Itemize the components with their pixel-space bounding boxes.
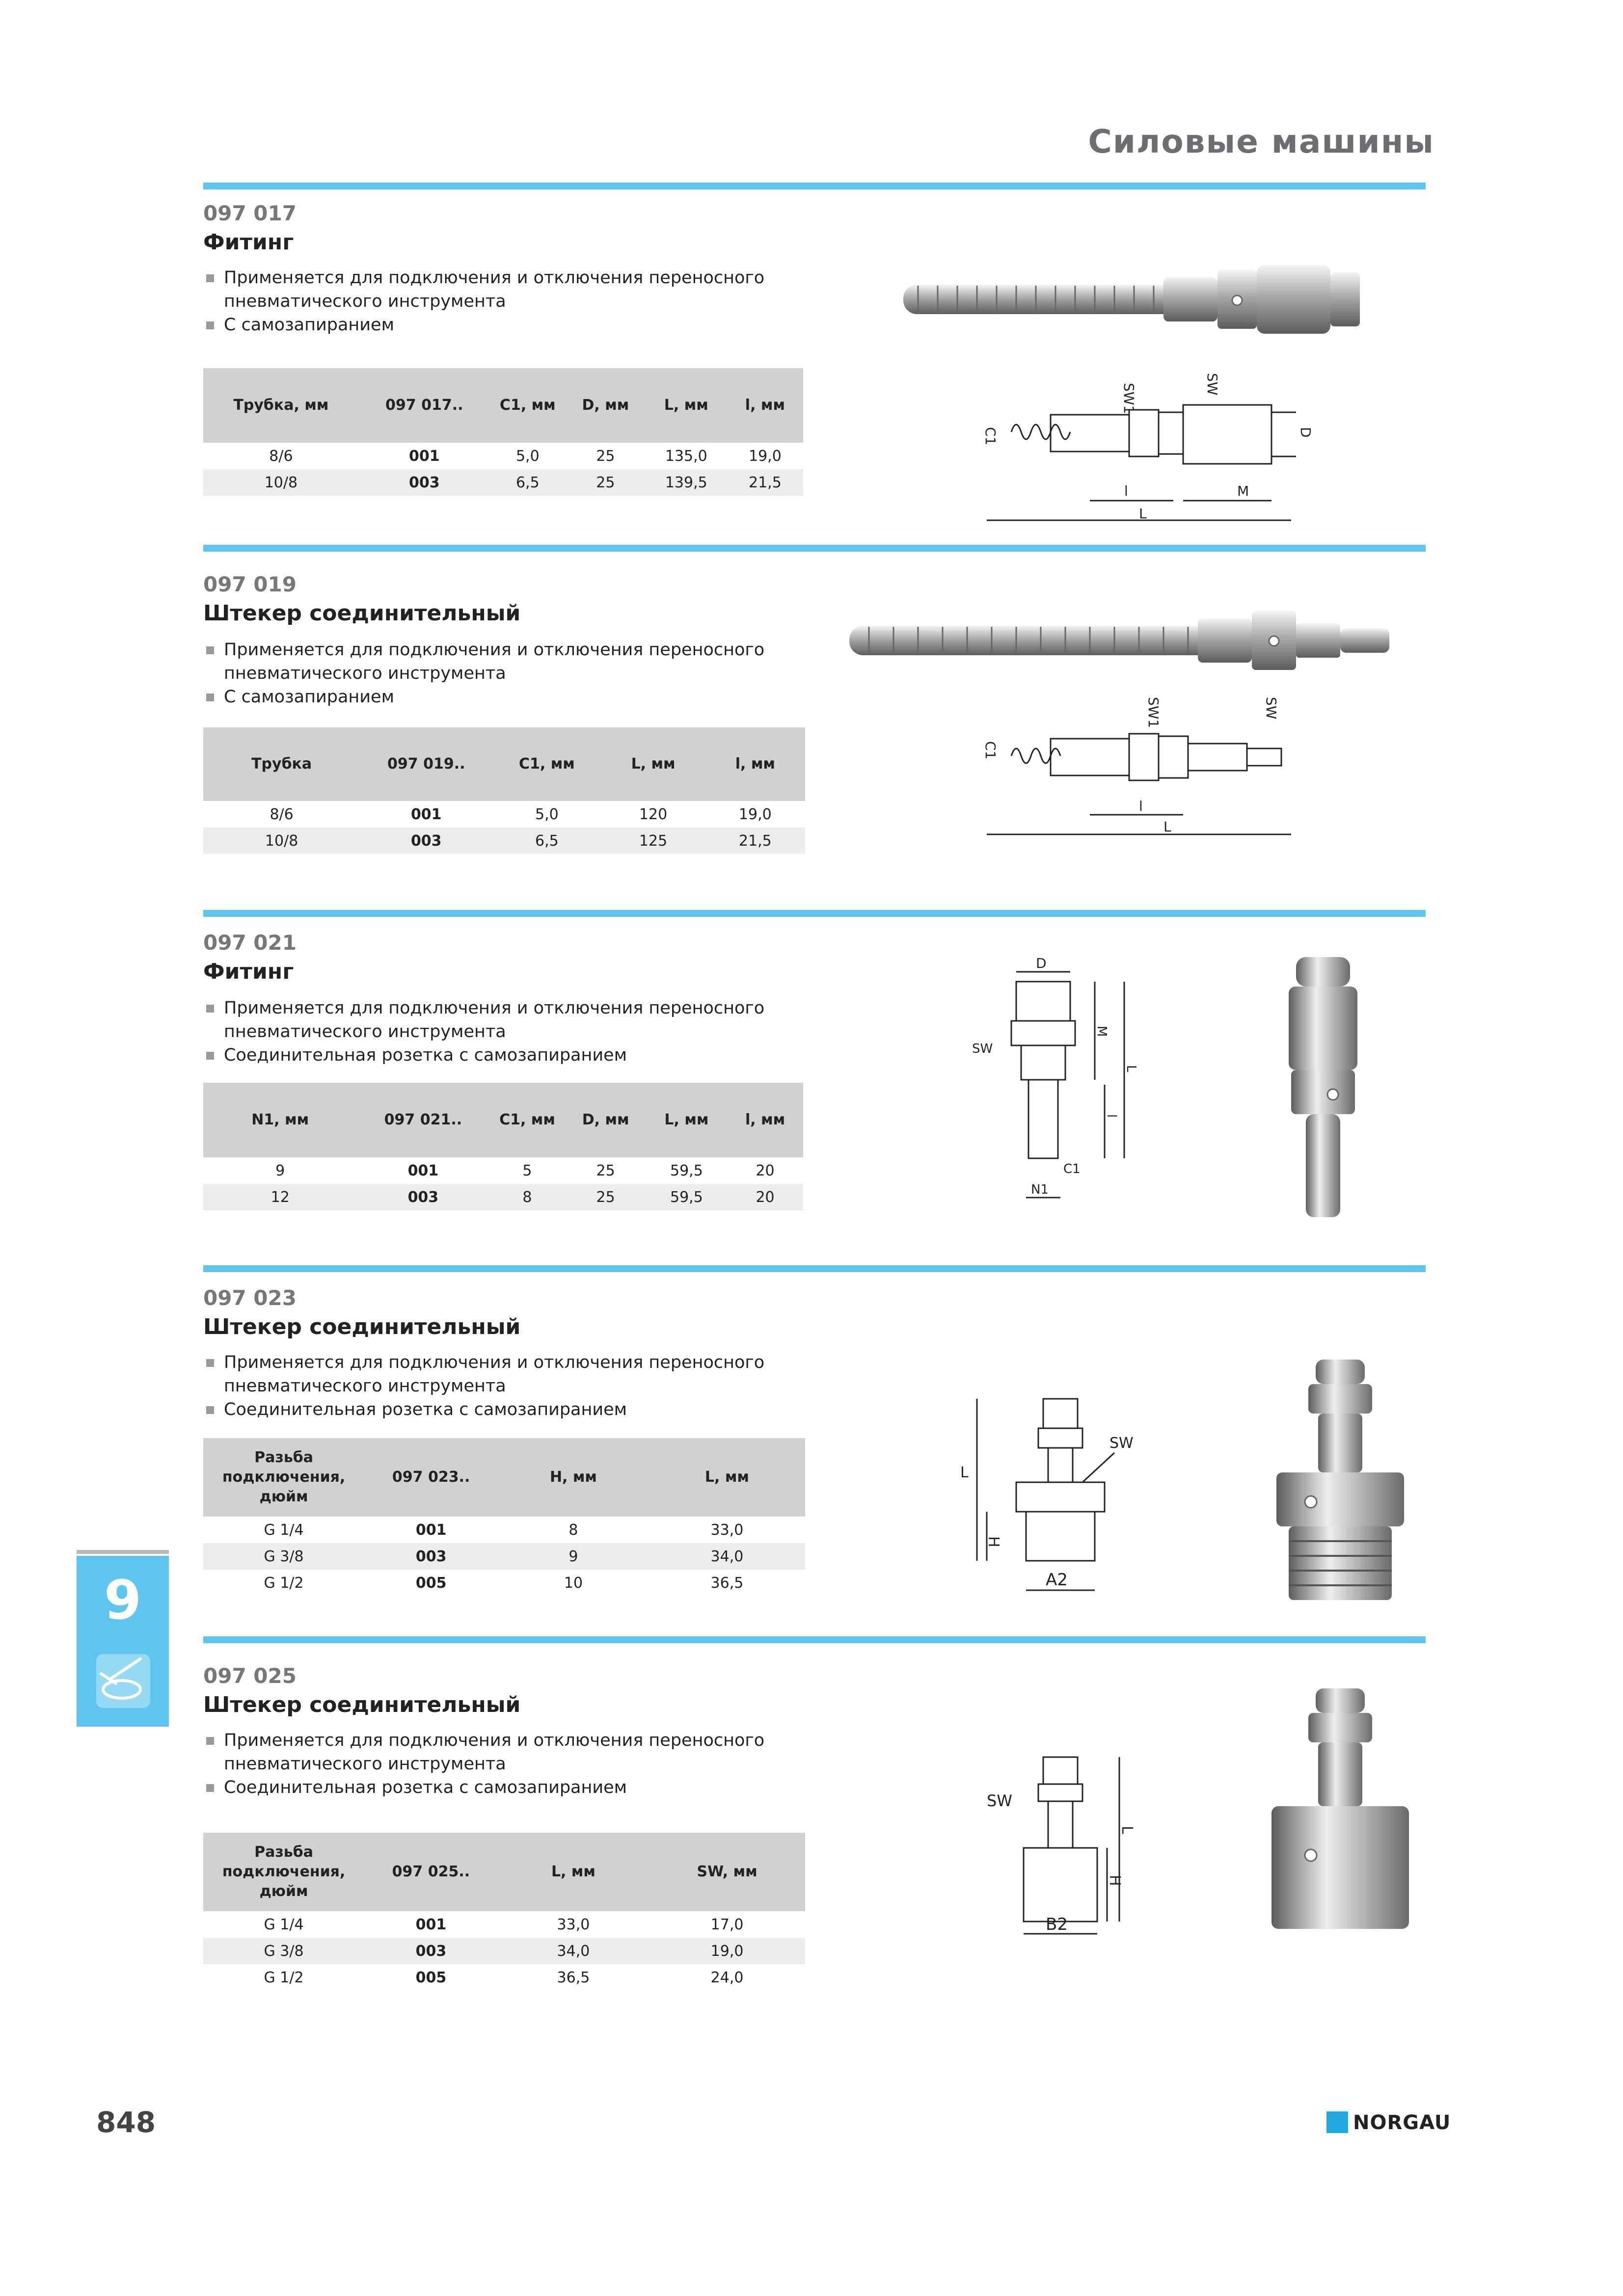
spec-table [203, 1438, 805, 1596]
table-header: 097 023.. [364, 1438, 498, 1517]
feature-item: Соединительная розетка с самозапиранием [203, 1398, 822, 1421]
table-row [203, 828, 805, 854]
feature-item: Применяется для подключения и отключения переносного пневматического инструмента [203, 1351, 822, 1398]
dimension-label: L [960, 1464, 969, 1481]
dimension-label: H [1106, 1875, 1123, 1886]
feature-list [203, 996, 822, 1067]
table-header: L, мм [646, 1083, 727, 1157]
table-cell: 005 [415, 1969, 447, 1986]
table-cell: 6,5 [490, 469, 566, 496]
dimension-label: SW [1204, 373, 1220, 396]
table-header: N1, мм [203, 1083, 357, 1157]
product-code: 097 025 [203, 1664, 297, 1688]
dimension-label: SW [972, 1041, 993, 1056]
table-row [203, 1517, 805, 1543]
table-cell: 6,5 [492, 828, 601, 854]
dimension-label: L [1163, 819, 1171, 835]
table-header: 097 019.. [360, 727, 492, 801]
feature-list [203, 1729, 822, 1799]
spec-table [203, 1833, 805, 1991]
dimension-label: SW1 [1121, 383, 1137, 414]
table-cell: 21,5 [727, 469, 803, 496]
table-cell: 33,0 [710, 1521, 744, 1539]
table-cell: 25 [566, 1184, 646, 1210]
dimension-label: C1 [982, 741, 999, 760]
feature-list [203, 1351, 822, 1421]
chapter-tab-bar [77, 1550, 169, 1554]
product-photo [1262, 1355, 1419, 1610]
table-header: Трубка, мм [203, 368, 359, 443]
table-cell: 20 [756, 1162, 775, 1179]
table-cell: G 1/4 [264, 1916, 304, 1933]
feature-item: С самозапиранием [203, 685, 822, 709]
feature-item: Применяется для подключения и отключения переносного пневматического инструмента [203, 266, 822, 313]
table-cell: 21,5 [705, 828, 805, 854]
table-header: Разьба подключения, дюйм [203, 1438, 364, 1517]
table-header: l, мм [705, 727, 805, 801]
table-cell: 10/8 [203, 828, 360, 854]
section-divider [203, 1265, 1426, 1272]
table-cell: 34,0 [498, 1938, 649, 1964]
product-name: Штекер соединительный [203, 1692, 521, 1717]
table-cell: 33,0 [557, 1916, 590, 1933]
table-cell: 20 [727, 1184, 803, 1210]
table-header: L, мм [649, 1438, 805, 1517]
page-header-title: Силовые машины [1088, 123, 1434, 160]
product-code: 097 017 [203, 201, 297, 225]
dimension-label: L [1124, 1065, 1138, 1072]
table-header: l, мм [727, 368, 803, 443]
feature-item: С самозапиранием [203, 313, 822, 337]
spec-table [203, 1083, 803, 1210]
table-cell: 8/6 [269, 447, 293, 465]
technical-drawing [977, 1747, 1163, 1944]
table-cell: 17,0 [710, 1916, 744, 1933]
table-row [203, 469, 803, 496]
dimension-label: A2 [1046, 1570, 1068, 1590]
product-code: 097 019 [203, 572, 297, 596]
product-photo [1257, 1683, 1424, 1939]
table-row [203, 801, 805, 828]
feature-list [203, 638, 822, 709]
product-name: Штекер соединительный [203, 1314, 521, 1339]
feature-item: Применяется для подключения и отключения переносного пневматического инструмента [203, 996, 822, 1043]
table-cell: 001 [415, 1916, 447, 1933]
dimension-label: l [1104, 1114, 1119, 1118]
table-header: Трубка [203, 727, 360, 801]
table-cell: 003 [357, 1184, 489, 1210]
table-header: 097 021.. [357, 1083, 489, 1157]
table-header: C1, мм [492, 727, 601, 801]
table-cell: G 1/2 [264, 1969, 304, 1986]
table-row [203, 1570, 805, 1596]
product-name: Фитинг [203, 230, 294, 255]
feature-list [203, 266, 822, 337]
chapter-number: 9 [104, 1569, 142, 1631]
dimension-label: M [1237, 483, 1249, 499]
table-cell: 12 [203, 1184, 357, 1210]
table-cell: 125 [601, 828, 705, 854]
dimension-label: H [985, 1536, 1002, 1548]
table-cell: 8/6 [270, 805, 294, 823]
product-code: 097 021 [203, 931, 297, 955]
table-header: L, мм [646, 368, 727, 443]
product-photo [844, 604, 1399, 677]
table-cell: 9 [275, 1162, 285, 1179]
table-cell: 19,0 [649, 1938, 805, 1964]
dimension-label: C1 [1063, 1162, 1081, 1176]
dimension-label: SW [1109, 1435, 1134, 1452]
table-cell: 005 [415, 1574, 447, 1592]
table-header: C1, мм [490, 368, 566, 443]
table-cell: 003 [364, 1543, 498, 1570]
table-cell: G 1/2 [264, 1574, 304, 1592]
table-cell: G 3/8 [203, 1543, 364, 1570]
product-photo [1262, 952, 1380, 1227]
dimension-label: D [1298, 427, 1314, 438]
technical-drawing [967, 952, 1149, 1212]
technical-drawing [977, 358, 1314, 530]
table-cell: 25 [596, 1162, 615, 1179]
table-row [203, 1938, 805, 1964]
table-header: L, мм [498, 1833, 649, 1911]
table-cell: 001 [407, 1162, 439, 1179]
table-header: H, мм [498, 1438, 649, 1517]
dimension-label: l [1124, 483, 1128, 499]
table-row [203, 1157, 803, 1184]
product-code: 097 023 [203, 1286, 297, 1310]
table-row [203, 1964, 805, 1991]
table-header: L, мм [601, 727, 705, 801]
table-header: C1, мм [489, 1083, 565, 1157]
table-cell: 59,5 [646, 1184, 727, 1210]
table-cell: 9 [498, 1543, 649, 1570]
dimension-label: l [1139, 798, 1143, 814]
table-cell: 003 [364, 1938, 498, 1964]
table-header: SW, мм [649, 1833, 805, 1911]
dimension-label: B2 [1046, 1915, 1068, 1934]
technical-drawing [977, 692, 1311, 849]
table-cell: 139,5 [646, 469, 727, 496]
table-cell: 003 [359, 469, 490, 496]
table-cell: 10 [564, 1574, 583, 1592]
brand-logo-text: NORGAU [1353, 2111, 1451, 2134]
table-cell: 5 [522, 1162, 532, 1179]
table-cell: 003 [360, 828, 492, 854]
dimension-label: L [1139, 506, 1147, 522]
section-divider [203, 545, 1426, 552]
dimension-label: SW1 [1145, 697, 1162, 728]
table-header: l, мм [727, 1083, 803, 1157]
table-header: Разьба подключения, дюйм [203, 1833, 364, 1911]
table-cell: 24,0 [710, 1969, 744, 1986]
table-row [203, 443, 803, 469]
table-cell: 8 [489, 1184, 565, 1210]
dimension-label: M [1094, 1026, 1109, 1037]
feature-item: Соединительная розетка с самозапиранием [203, 1776, 822, 1799]
dimension-label: SW [987, 1791, 1012, 1810]
dimension-label: SW [1263, 697, 1279, 720]
table-cell: 59,5 [670, 1162, 703, 1179]
section-divider [203, 910, 1426, 917]
table-cell: 10/8 [203, 469, 359, 496]
table-cell: 120 [639, 805, 668, 823]
dimension-label: C1 [982, 427, 999, 446]
table-header: D, мм [566, 368, 646, 443]
table-cell: 001 [410, 805, 442, 823]
table-cell: 36,5 [557, 1969, 590, 1986]
table-row [203, 1911, 805, 1938]
dimension-label: L [1118, 1826, 1136, 1834]
table-cell: 8 [568, 1521, 578, 1539]
table-cell: 001 [408, 447, 440, 465]
table-cell: 5,0 [535, 805, 559, 823]
dimension-label: D [1036, 955, 1047, 971]
section-divider [203, 1636, 1426, 1643]
brand-logo-mark [1326, 2111, 1348, 2133]
table-cell: 25 [566, 469, 646, 496]
table-header: 097 025.. [364, 1833, 498, 1911]
table-cell: 001 [415, 1521, 447, 1539]
spec-table [203, 727, 805, 854]
spec-table [203, 368, 803, 496]
table-header: 097 017.. [359, 368, 490, 443]
table-cell: G 1/4 [264, 1521, 304, 1539]
page-number: 848 [96, 2106, 156, 2139]
product-name: Штекер соединительный [203, 601, 521, 626]
table-row [203, 1543, 805, 1570]
table-cell: 5,0 [515, 447, 540, 465]
product-photo [898, 255, 1380, 344]
table-cell: 25 [596, 447, 615, 465]
table-row [203, 1184, 803, 1210]
table-cell: 34,0 [649, 1543, 805, 1570]
table-cell: 19,0 [738, 805, 772, 823]
table-cell: 19,0 [748, 447, 782, 465]
feature-item: Соединительная розетка с самозапиранием [203, 1043, 822, 1067]
table-cell: 36,5 [710, 1574, 744, 1592]
grinder-icon [91, 1644, 155, 1713]
feature-item: Применяется для подключения и отключения переносного пневматического инструмента [203, 1729, 822, 1776]
product-name: Фитинг [203, 959, 294, 984]
feature-item: Применяется для подключения и отключения переносного пневматического инструмента [203, 638, 822, 685]
technical-drawing [947, 1389, 1154, 1605]
table-cell: G 3/8 [203, 1938, 364, 1964]
table-header: D, мм [566, 1083, 646, 1157]
table-cell: 135,0 [665, 447, 707, 465]
section-divider [203, 183, 1426, 189]
dimension-label: N1 [1031, 1182, 1049, 1197]
